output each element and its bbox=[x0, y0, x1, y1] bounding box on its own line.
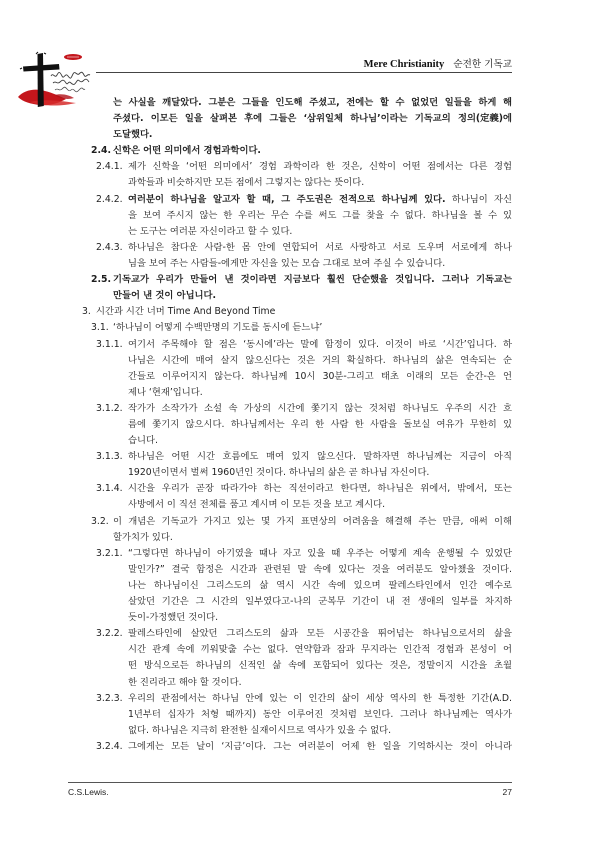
footer-divider bbox=[68, 782, 512, 783]
line-text: 하나님은 참다운 사람-한 몸 안에 연합되어 서로 사랑하고 서로 도우며 서로에게 하나 bbox=[128, 241, 512, 253]
line-text: 그에게는 모든 날이 ‘지금’이다. 그는 여러분이 어제 한 일을 기억하시는 것이 아니라 bbox=[128, 741, 512, 752]
line-text: 제나 ‘현재’입니다. bbox=[128, 386, 203, 398]
section-number: 3.1.3. bbox=[96, 451, 123, 463]
line-text: 없다. 하나님은 지극히 완전한 실재이시므로 역사가 있을 수 없다. bbox=[128, 724, 392, 736]
line-text: 이 개념은 기독교가 가지고 있는 몇 가지 표면상의 어려움을 해결해 주는 만큼, 애써 이해 bbox=[113, 515, 512, 527]
paragraph-line bbox=[128, 401, 512, 417]
line-text: 시간 관계 속에 끼워맞출 수는 없다. 연약함과 잠과 무지라는 인간적 경험과 본성이 어 bbox=[128, 644, 512, 656]
paragraph-line bbox=[128, 723, 512, 739]
line-text: 시간을 우리가 곧장 따라가야 하는 직선이라고 한다면, 하나님은 위에서, 밖에서, 또는 bbox=[128, 483, 512, 495]
line-text: 님을 보여 주는 사람들-에게만 자신을 있는 모습 그대로 보여 주실 수 있습니다. bbox=[128, 257, 446, 269]
section-number: 2.4.3. bbox=[96, 241, 123, 253]
paragraph-line bbox=[113, 288, 512, 304]
line-text: 는 도구는 여러분 자신이라고 할 수 있다. bbox=[128, 225, 293, 237]
paragraph-line bbox=[128, 658, 512, 674]
paragraph-line bbox=[128, 562, 512, 578]
paragraph-line bbox=[128, 465, 512, 481]
paragraph-line bbox=[128, 224, 512, 240]
line-text: “그렇다면 하나님이 아기였을 때나 자고 있을 때 우주는 어떻게 계속 운행될 수 있었단 bbox=[128, 547, 512, 559]
paragraph-line bbox=[128, 385, 512, 401]
paragraph-line bbox=[128, 417, 512, 433]
header-title-en: Mere Christianity bbox=[363, 59, 445, 70]
paragraph-line bbox=[128, 675, 512, 691]
paragraph-line bbox=[128, 739, 512, 755]
paragraph-line bbox=[128, 159, 512, 175]
body-text bbox=[0, 95, 595, 757]
section-number: 2.4.1. bbox=[96, 161, 123, 173]
line-text: 습니다. bbox=[128, 435, 158, 447]
section-number: 3. bbox=[82, 306, 91, 318]
line-text: 살았던 기간은 그 시간의 일부였다고-나의 군복무 기간이 내 전 생애의 일부를 차지하 bbox=[128, 596, 512, 608]
paragraph-line bbox=[128, 353, 512, 369]
line-text: 을 보여 주시지 않는 한 우리는 무슨 수를 써도 그를 찾을 수 없다. 하나님을 볼 수 있 bbox=[128, 209, 512, 221]
line-text: 간들로 이루어지지 않는다. 하나님께 10시 30분-그리고 태초 이래의 모든 순간-은 언 bbox=[128, 370, 512, 382]
line-text: 여기서 주목해야 할 점은 ‘동시에’라는 말에 함정이 있다. 이것이 바로 ‘시간’입니다. 하 bbox=[128, 338, 512, 350]
paragraph-line bbox=[113, 143, 512, 159]
section-number: 3.2.2. bbox=[96, 628, 123, 640]
section-number: 3.1.1. bbox=[96, 338, 123, 350]
section-number: 3.1. bbox=[91, 322, 109, 334]
paragraph-line bbox=[113, 320, 512, 336]
page-number: 27 bbox=[502, 787, 512, 797]
line-text: 작가가 소작가가 소설 속 가상의 시간에 쫓기지 않는 것처럼 하나님도 우주의 시간 흐 bbox=[128, 402, 512, 414]
running-header bbox=[364, 56, 512, 71]
paragraph-line bbox=[128, 578, 512, 594]
paragraph-line bbox=[128, 707, 512, 723]
paragraph-line bbox=[128, 449, 512, 465]
line-text: 1년부터 십자가 처형 때까지) 동안 이루어진 것처럼 보인다. 그러나 하나님께는 역사가 bbox=[128, 708, 512, 720]
paragraph-line bbox=[128, 610, 512, 626]
line-text: 과학들과 비슷하지만 모든 점에서 그렇지는 않다는 뜻이다. bbox=[128, 177, 365, 189]
paragraph-line bbox=[128, 192, 512, 208]
paragraph-line bbox=[113, 272, 512, 288]
line-text: 듯이-가정했던 것이다. bbox=[128, 612, 219, 624]
paragraph-line bbox=[128, 497, 512, 513]
paragraph-line bbox=[113, 514, 512, 530]
line-text: 우리의 관점에서는 하나님 안에 있는 이 인간의 삶이 세상 역사의 한 특정한 기간(A.D. bbox=[128, 692, 512, 704]
line-text: 하나님은 어떤 시간 흐름에도 매여 있지 않으신다. 말하자면 하나님께는 지금이 아직 bbox=[128, 451, 512, 463]
section-number: 3.2.3. bbox=[96, 692, 123, 704]
line-text: 신학은 어떤 의미에서 경험과학이다. bbox=[113, 145, 261, 157]
line-text: 한 진리라고 해야 할 것이다. bbox=[128, 676, 242, 688]
paragraph-line bbox=[128, 240, 512, 256]
section-number: 3.2.1. bbox=[96, 547, 123, 559]
line-text: 름에 쫓기지 않으시다. 하나님께서는 우리 한 사람 한 사람을 돌보실 여유가 무한히 있 bbox=[128, 418, 512, 430]
paragraph-line bbox=[128, 337, 512, 353]
line-text: 팔레스타인에 살았던 그리스도의 삶과 모든 시공간을 뛰어넘는 하나님으로서의 삶을 bbox=[128, 628, 512, 640]
line-text: 나님은 시간에 매여 살지 않으신다는 것은 거의 확실하다. 하나님의 삶은 연속되는 순 bbox=[128, 354, 512, 366]
paragraph-line bbox=[128, 626, 512, 642]
footer-author: C.S.Lewis. bbox=[68, 787, 109, 797]
line-text: 나는 하나님이신 그리스도의 삶 역시 시간 속에 있으며 팔레스타인에서 인간 예수로 bbox=[128, 579, 512, 591]
line-text: 는 사실을 깨달았다. 그분은 그들을 인도해 주셨고, 전에는 할 수 없었던 일들을 하게 해 bbox=[113, 97, 512, 108]
paragraph-line bbox=[128, 256, 512, 272]
section-number: 2.5. bbox=[91, 274, 112, 286]
header-divider bbox=[96, 72, 512, 73]
line-text: 사방에서 이 직선 전체를 품고 계시며 이 모든 것을 보고 계시다. bbox=[128, 499, 386, 511]
section-number: 3.1.2. bbox=[96, 402, 123, 414]
line-text: 도달했다. bbox=[113, 129, 153, 141]
section-number: 2.4.2. bbox=[96, 193, 123, 205]
line-text: 말인가?” 결국 함정은 시간과 관련된 말 속에 있다는 것을 여러분도 알아챘을 것이다. bbox=[128, 563, 512, 575]
line-text: 주셨다. 이모든 일을 살펴본 후에 그들은 ‘삼위일체 하나님’이라는 기독교의 정의(定義)에 bbox=[113, 113, 512, 125]
paragraph-line bbox=[96, 304, 512, 320]
paragraph-line bbox=[128, 546, 512, 562]
paragraph-line bbox=[113, 530, 512, 546]
line-text: 기독교가 우리가 만들어 낸 것이라면 지금보다 훨씬 단순했을 것입니다. 그러나 기독교는 bbox=[113, 274, 512, 286]
line-text bbox=[128, 192, 512, 208]
paragraph-line bbox=[128, 594, 512, 610]
section-number: 3.2. bbox=[91, 515, 109, 527]
paragraph-line bbox=[128, 175, 512, 191]
line-text: 시간과 시간 너머 Time And Beyond Time bbox=[96, 306, 276, 318]
paragraph-line bbox=[128, 208, 512, 224]
section-number: 3.1.4. bbox=[96, 483, 123, 495]
paragraph-line bbox=[113, 127, 512, 143]
section-number: 2.4. bbox=[91, 145, 112, 157]
paragraph-line bbox=[128, 642, 512, 658]
header-title-ko: 순전한 기독교 bbox=[453, 59, 512, 70]
line-text: 할가치가 있다. bbox=[113, 531, 173, 543]
regular-text: 하나님이 자신 bbox=[445, 193, 512, 205]
line-text: ‘하나님이 어떻게 수백만명의 기도를 동시에 듣느냐’ bbox=[113, 322, 323, 334]
section-number: 3.2.4. bbox=[96, 741, 123, 752]
line-text: 제가 신학을 ‘어떤 의미에서’ 경험 과학이라 한 것은, 신학이 어떤 점에서는 다른 경험 bbox=[128, 161, 512, 173]
line-text: 1920년이면서 벌써 1960년인 것이다. 하나님의 삶은 곧 하나님 자신이다. bbox=[128, 467, 430, 479]
emphasized-text: 여러분이 하나님을 알고자 할 때, 그 주도권은 전적으로 하나님께 있다. bbox=[128, 193, 446, 205]
paragraph-line bbox=[128, 369, 512, 385]
paragraph-line bbox=[128, 433, 512, 449]
line-text: 떤 방식으로든 하나님의 신적인 삶 속에 포함되어 있다는 것은, 정말이지 시간을 초월 bbox=[128, 660, 512, 672]
paragraph-line bbox=[128, 481, 512, 497]
paragraph-line bbox=[113, 95, 512, 111]
paragraph-line bbox=[128, 691, 512, 707]
paragraph-line bbox=[113, 111, 512, 127]
line-text: 만들어 낸 것이 아닙니다. bbox=[113, 290, 217, 302]
